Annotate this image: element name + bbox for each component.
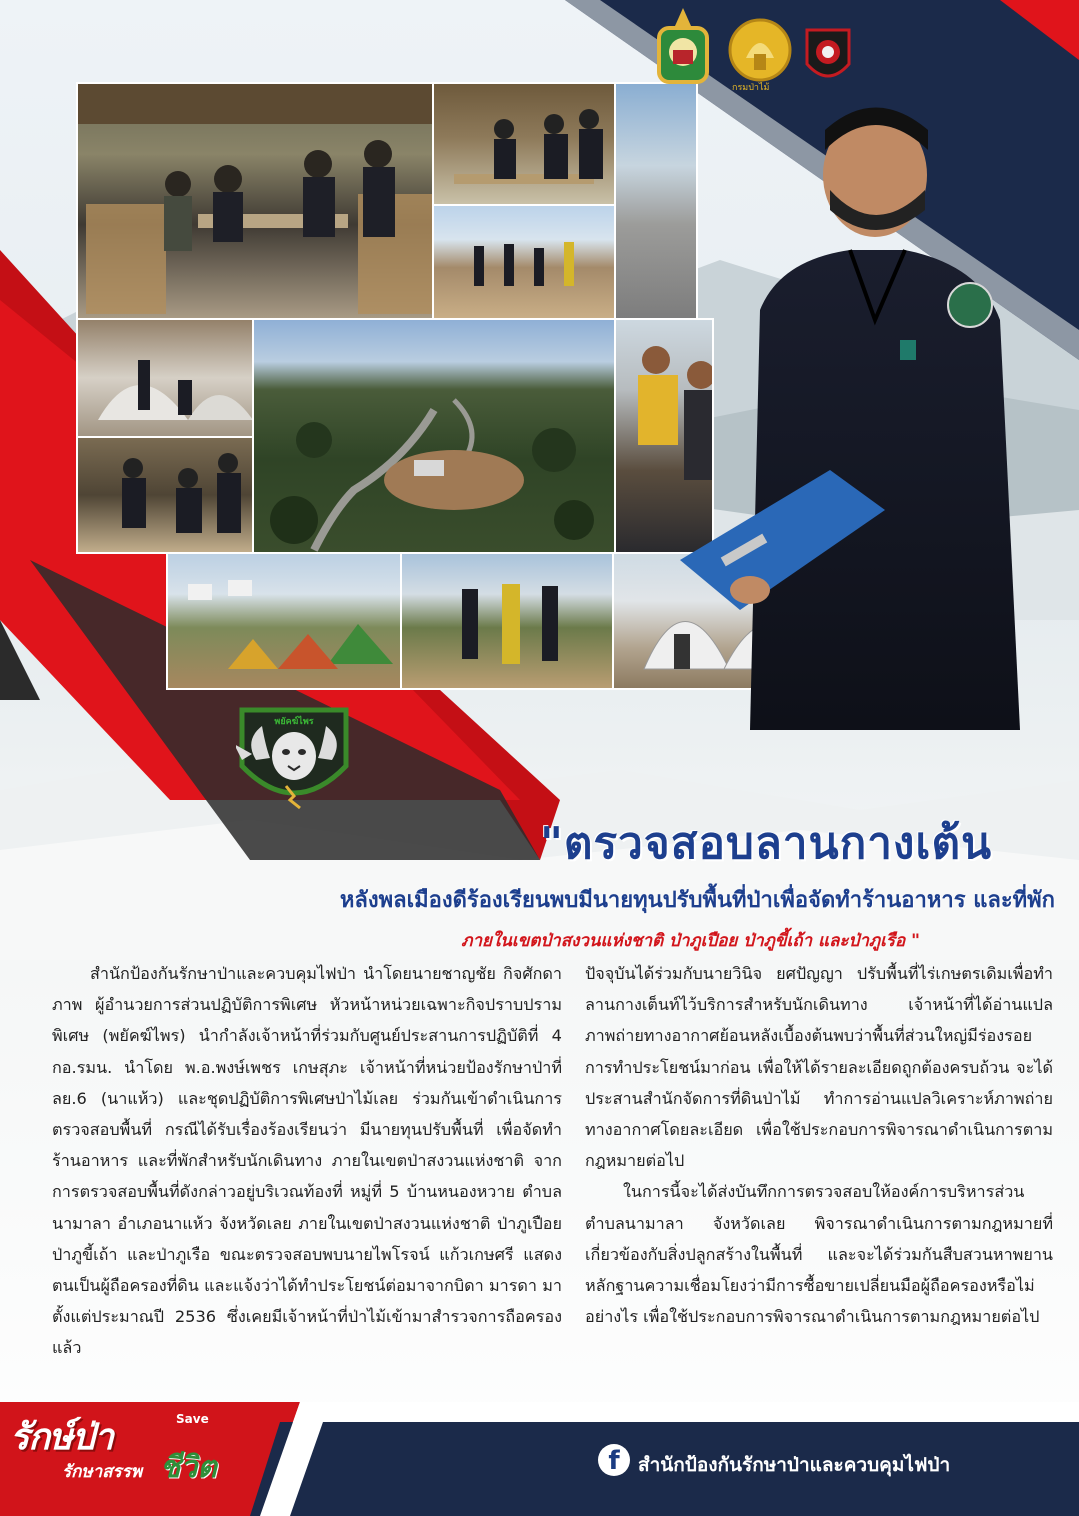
- body-paragraph: สำนักป้องกันรักษาป่าและควบคุมไฟป่า นำโดยนายชาญชัย กิจศักดาภาพ ผู้อำนวยการส่วนปฏิบัติการพิเศษ หัวหน้าหน่วยเฉพาะกิจปราบปรามพิเศษ (พยัคฆ์ไพร) นำกำลังเจ้าหน้าที่ร่วมกับศูนย์ประสานการปฏิบัติที่ 4 กอ.รมน. นำโดย พ.อ.พงษ์เพชร เกษสุภะ เจ้าหน้าที่หน่วยป้องรักษาป่าที่ ลย.6 (นาแห้ว) และชุดปฏิบัติการพิเศษป่าไม้เลย ร่วมกันเข้าดำเนินการตรวจสอบพื้นที่ กรณีได้รับเรื่องร้องเรียนว่า มีนายทุนปรับพื้นที่ เพื่อจัดทำร้านอาหาร และที่พักสำหรับนักเดินทาง ภายในเขตป่าสงวนแห่งชาติ จากการตรวจสอบพื้นที่ดังกล่าวอยู่บริเวณท้องที่ หมู่ที่ 5 บ้านหนองหวาย ตำบลนามาลา อำเภอนาแห้ว จังหวัดเลย ภายในเขตป่าสงวนแห่งชาติ ป่าภูเปือย ป่าภูขี้เถ้า และป่าภูเรือ ขณะตรวจสอบพบนายไพโรจน์ แก้วเกษศรี แสดงตนเป็นผู้ถือครองที่ดิน และแจ้งว่าได้ทำประโยชน์ต่อมาจากบิดา มารดา มาตั้งแต่ประมาณปี 2536 ซึ่งเคยมีเจ้าหน้าที่ป่าไม้เข้ามาสำรวจการถือครองแล้ว: [52, 964, 562, 1358]
- facebook-icon[interactable]: f: [598, 1444, 630, 1476]
- photo-officers-walking-hill: [432, 204, 616, 320]
- tiger-wings-badge-icon: [236, 700, 352, 816]
- forest-department-caption: กรมป่าไม้: [732, 83, 770, 93]
- photo-officers-at-table: [76, 82, 436, 320]
- special-unit-badge-icon: [803, 24, 853, 90]
- body-paragraph: ปัจจุบันได้ร่วมกับนายวินิจ ยศปัญญา ปรับพื้นที่ไร่เกษตรเดิมเพื่อทำลานกางเต็นท์ไว้บริการสำหรับนักเดินทาง เจ้าหน้าที่ได้อ่านแปลภาพถ่ายทางอากาศย้อนหลังเบื้องต้นพบว่าพื้นที่ส่วนใหญ่มีร่องรอยการทำประโยชน์มาก่อน เพื่อให้ได้รายละเอียดถูกต้องครบถ้วน จะได้ประสานสำนักจัดการที่ดินป่าไม้ ทำการอ่านแปลวิเคราะห์ภาพถ่ายทางอากาศโดยละเอียด เพื่อใช้ประกอบการพิจารณาดำเนินการตามกฎหมายต่อไป: [585, 964, 1053, 1171]
- brand-sub-text: รักษาสรรพ: [62, 1462, 143, 1482]
- photo-tents-field: [166, 552, 402, 690]
- footer-org-name[interactable]: สำนักป้องกันรักษาป่าและควบคุมไฟป่า: [638, 1454, 951, 1476]
- photo-officers-deck: [400, 552, 614, 690]
- headline-location: ภายในเขตป่าสงวนแห่งชาติ ป่าภูเปือย ป่าภูขี้เถ้า และป่าภูเรือ ": [461, 931, 920, 951]
- body-column-right: [585, 958, 1053, 1332]
- footer-brand-logo: [10, 1408, 270, 1508]
- brand-main-text: รักษ์ป่า: [10, 1417, 113, 1458]
- body-column-left: [52, 958, 562, 1364]
- photo-officer-clipboard: [680, 90, 1079, 740]
- photo-dome-tents: [76, 318, 254, 438]
- photo-officers-in-hut: [432, 82, 616, 206]
- photo-aerial-view: [252, 318, 616, 554]
- headline-title: "ตรวจสอบลานกางเต้น: [540, 818, 993, 869]
- body-paragraph: ในการนี้จะได้ส่งบันทึกการตรวจสอบให้องค์การบริหารส่วนตำบลนามาลา จังหวัดเลย พิจารณาดำเนินการตามกฎหมายที่เกี่ยวข้องกับสิ่งปลูกสร้างในพื้นที่ และจะได้ร่วมกันสืบสวนหาพยานหลักฐานความเชื่อมโยงว่ามีการซื้อขายเปลี่ยนมือผู้ถือครองหรือไม่ อย่างไร เพื่อใช้ประกอบการพิจารณาดำเนินการตามกฎหมายต่อไป: [585, 1182, 1053, 1327]
- brand-life-text: ชีวิต: [160, 1450, 217, 1485]
- badge-text: พยัคฆ์ไพร: [274, 717, 314, 727]
- scene-art: [78, 84, 436, 320]
- photo-officers-documents: [76, 436, 254, 554]
- headline-subtitle: หลังพลเมืองดีร้องเรียนพบมีนายทุนปรับพื้นที่ป่าเพื่อจัดทำร้านอาหาร และที่พัก: [339, 888, 1055, 913]
- brand-save-text: Save: [176, 1412, 209, 1426]
- royal-forest-emblem-icon: [645, 6, 721, 90]
